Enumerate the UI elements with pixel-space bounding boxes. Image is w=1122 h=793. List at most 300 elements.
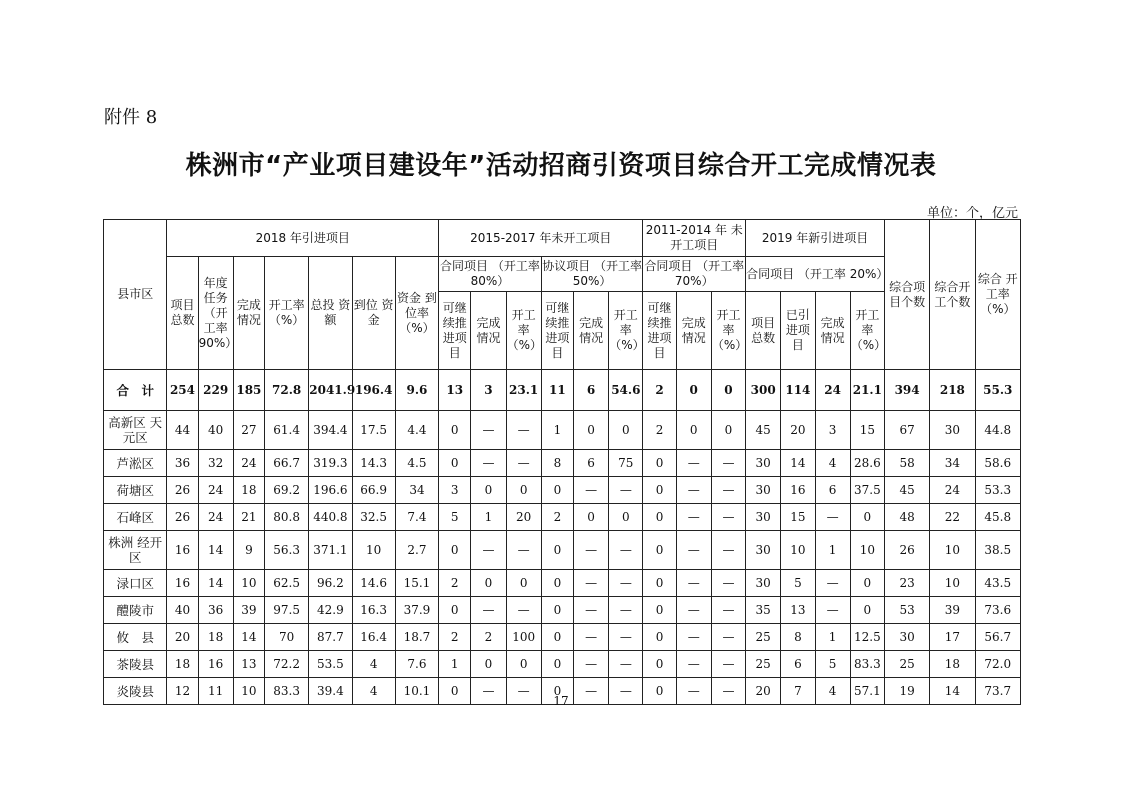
value-cell: 300 [746,370,781,411]
value-cell: 32.5 [352,504,395,531]
value-cell: 10 [930,570,975,597]
value-cell: 0 [573,411,608,450]
header-2018-done: 完成 情况 [233,257,264,370]
value-cell: 11 [198,678,233,705]
unit-label: 单位：个，亿元 [926,206,1018,221]
value-cell: 196.6 [309,477,352,504]
header-2019-rate: 开工 率 （%） [850,292,884,370]
value-cell: — [711,624,745,651]
value-cell: 2041.9 [309,370,352,411]
value-cell: 14 [198,531,233,570]
value-cell: 12.5 [850,624,884,651]
value-cell: 0 [850,504,884,531]
value-cell: 14 [781,450,815,477]
value-cell: 0 [609,411,643,450]
value-cell: 10 [930,531,975,570]
value-cell: — [676,597,711,624]
header-group-2019: 2019 年新引进项目 [746,220,885,257]
value-cell: 73.6 [975,597,1020,624]
value-cell: 0 [676,411,711,450]
value-cell: 0 [643,624,676,651]
value-cell: — [506,411,541,450]
value-cell: 0 [506,651,541,678]
value-cell: 10 [233,678,264,705]
value-cell: 35 [746,597,781,624]
header-2019-signed: 已引 进项 目 [781,292,815,370]
value-cell: — [573,651,608,678]
value-cell: 19 [884,678,929,705]
value-cell: 1 [471,504,506,531]
value-cell: 4.5 [395,450,438,477]
value-cell: 30 [930,411,975,450]
value-cell: 87.7 [309,624,352,651]
value-cell: 20 [781,411,815,450]
value-cell: 1 [541,411,573,450]
value-cell: 13 [233,651,264,678]
county-cell: 芦淞区 [104,450,167,477]
header-rate: 开工 率 （%） [609,292,643,370]
value-cell: 36 [167,450,198,477]
value-cell: — [676,477,711,504]
value-cell: 0 [643,531,676,570]
value-cell: — [506,678,541,705]
county-cell: 炎陵县 [104,678,167,705]
value-cell: 0 [850,597,884,624]
header-2018-fund-rate: 资金 到位率 （%） [395,257,438,370]
value-cell: 0 [573,504,608,531]
table-row [104,624,1021,651]
value-cell: 371.1 [309,531,352,570]
value-cell: 16.3 [352,597,395,624]
value-cell: 70 [264,624,308,651]
value-cell: — [609,570,643,597]
value-cell: 6 [815,477,850,504]
value-cell: 3 [439,477,471,504]
value-cell: — [506,597,541,624]
value-cell: 72.0 [975,651,1020,678]
value-cell: — [676,678,711,705]
value-cell: — [471,411,506,450]
project-table [103,219,1021,705]
header-comp-count: 综合项 目个数 [884,220,929,370]
value-cell: 0 [506,477,541,504]
value-cell: — [573,597,608,624]
value-cell: 37.5 [850,477,884,504]
header-contract-70: 合同项目 （开工率 70%） [643,257,746,292]
header-2018-task: 年度 任务 （开 工率 90%） [198,257,233,370]
value-cell: 72.8 [264,370,308,411]
value-cell: 24 [930,477,975,504]
value-cell: 0 [643,597,676,624]
value-cell: 36 [198,597,233,624]
value-cell: 25 [746,624,781,651]
table-row [104,597,1021,624]
value-cell: 13 [439,370,471,411]
county-cell: 高新区 天元区 [104,411,167,450]
header-agreement-50: 协议项目 （开工率 50%） [541,257,643,292]
value-cell: 15 [781,504,815,531]
table-row [104,651,1021,678]
value-cell: 58 [884,450,929,477]
value-cell: 16.4 [352,624,395,651]
page-number: 17 [553,694,569,708]
value-cell: — [573,531,608,570]
value-cell: — [506,531,541,570]
value-cell: — [573,477,608,504]
county-cell: 荷塘区 [104,477,167,504]
table-row [104,450,1021,477]
attachment-label: 附件 8 [104,107,158,128]
value-cell: 26 [884,531,929,570]
value-cell: 16 [198,651,233,678]
value-cell: 7.6 [395,651,438,678]
value-cell: — [471,597,506,624]
header-group-2018: 2018 年引进项目 [167,220,439,257]
value-cell: 18 [167,651,198,678]
value-cell: 9 [233,531,264,570]
value-cell: 21.1 [850,370,884,411]
value-cell: 56.7 [975,624,1020,651]
value-cell: 16 [167,531,198,570]
value-cell: — [676,624,711,651]
value-cell: 0 [471,651,506,678]
value-cell: 1 [439,651,471,678]
value-cell: 0 [506,570,541,597]
value-cell: 0 [541,597,573,624]
county-cell: 茶陵县 [104,651,167,678]
value-cell: 2 [643,370,676,411]
value-cell: 7.4 [395,504,438,531]
value-cell: 39 [930,597,975,624]
value-cell: 0 [711,370,745,411]
header-2018-invest: 总投 资额 [309,257,352,370]
header-group-2011-2014: 2011-2014 年 未开工项目 [643,220,746,257]
value-cell: 14.6 [352,570,395,597]
value-cell: — [609,678,643,705]
value-cell: 45 [746,411,781,450]
value-cell: 24 [233,450,264,477]
table-body [104,370,1021,705]
value-cell: 73.7 [975,678,1020,705]
value-cell: — [711,597,745,624]
value-cell: 30 [746,531,781,570]
value-cell: 0 [439,678,471,705]
value-cell: 319.3 [309,450,352,477]
value-cell: 18 [930,651,975,678]
value-cell: 2.7 [395,531,438,570]
value-cell: 30 [884,624,929,651]
value-cell: 6 [573,450,608,477]
value-cell: 25 [746,651,781,678]
value-cell: 4 [352,678,395,705]
value-cell: — [506,450,541,477]
value-cell: — [609,531,643,570]
value-cell: 218 [930,370,975,411]
value-cell: 229 [198,370,233,411]
value-cell: 254 [167,370,198,411]
value-cell: 66.9 [352,477,395,504]
value-cell: 2 [643,411,676,450]
value-cell: — [711,570,745,597]
county-cell: 株洲 经开区 [104,531,167,570]
value-cell: 56.3 [264,531,308,570]
header-contract-80: 合同项目 （开工率 80%） [439,257,542,292]
value-cell: 7 [781,678,815,705]
value-cell: — [573,678,608,705]
value-cell: 185 [233,370,264,411]
value-cell: 54.6 [609,370,643,411]
value-cell: 39.4 [309,678,352,705]
value-cell: 24 [198,477,233,504]
county-cell: 渌口区 [104,570,167,597]
header-continue: 可继 续推 进项 目 [643,292,676,370]
value-cell: — [471,531,506,570]
value-cell: 14.3 [352,450,395,477]
value-cell: 24 [815,370,850,411]
header-continue: 可继 续推 进项 目 [541,292,573,370]
value-cell: — [471,678,506,705]
value-cell: 3 [471,370,506,411]
value-cell: 97.5 [264,597,308,624]
value-cell: 26 [167,504,198,531]
value-cell: 0 [643,678,676,705]
value-cell: — [676,531,711,570]
value-cell: 0 [471,570,506,597]
county-cell: 石峰区 [104,504,167,531]
value-cell: 0 [439,597,471,624]
value-cell: 0 [609,504,643,531]
value-cell: 26 [167,477,198,504]
value-cell: — [609,624,643,651]
value-cell: 14 [930,678,975,705]
value-cell: 10.1 [395,678,438,705]
value-cell: 0 [439,450,471,477]
value-cell: 80.8 [264,504,308,531]
value-cell: 12 [167,678,198,705]
value-cell: 0 [541,624,573,651]
value-cell: — [676,651,711,678]
header-2019-done: 完成 情况 [815,292,850,370]
header-rate: 开工 率 （%） [506,292,541,370]
value-cell: 21 [233,504,264,531]
value-cell: 40 [167,597,198,624]
value-cell: 66.7 [264,450,308,477]
value-cell: — [609,651,643,678]
value-cell: 6 [781,651,815,678]
value-cell: — [609,597,643,624]
value-cell: 53.5 [309,651,352,678]
value-cell: 0 [850,570,884,597]
value-cell: 1 [815,531,850,570]
value-cell: 100 [506,624,541,651]
header-group-2015-2017: 2015-2017 年未开工项目 [439,220,643,257]
value-cell: 45 [884,477,929,504]
value-cell: 8 [781,624,815,651]
value-cell: — [609,477,643,504]
table-row [104,504,1021,531]
value-cell: 114 [781,370,815,411]
value-cell: 17.5 [352,411,395,450]
value-cell: 0 [541,678,573,705]
value-cell: 2 [439,570,471,597]
header-rate: 开工 率 （%） [711,292,745,370]
value-cell: 24 [198,504,233,531]
value-cell: 0 [711,411,745,450]
value-cell: 53.3 [975,477,1020,504]
value-cell: 0 [439,531,471,570]
value-cell: 37.9 [395,597,438,624]
value-cell: 96.2 [309,570,352,597]
value-cell: 44.8 [975,411,1020,450]
county-cell: 醴陵市 [104,597,167,624]
total-row [104,370,1021,411]
value-cell: 8 [541,450,573,477]
value-cell: 25 [884,651,929,678]
value-cell: 22 [930,504,975,531]
value-cell: — [815,570,850,597]
value-cell: 0 [643,504,676,531]
header-2018-total: 项目 总数 [167,257,198,370]
value-cell: 48 [884,504,929,531]
value-cell: — [711,477,745,504]
table-row [104,531,1021,570]
value-cell: 10 [781,531,815,570]
value-cell: 55.3 [975,370,1020,411]
value-cell: 4 [815,678,850,705]
value-cell: 3 [815,411,850,450]
value-cell: — [711,678,745,705]
value-cell: 44 [167,411,198,450]
value-cell: — [573,570,608,597]
value-cell: 6 [573,370,608,411]
value-cell: 1 [815,624,850,651]
value-cell: — [711,531,745,570]
value-cell: 13 [781,597,815,624]
value-cell: 30 [746,450,781,477]
value-cell: 72.2 [264,651,308,678]
value-cell: — [573,624,608,651]
value-cell: 0 [439,411,471,450]
value-cell: 23.1 [506,370,541,411]
value-cell: — [471,450,506,477]
value-cell: 394.4 [309,411,352,450]
value-cell: 27 [233,411,264,450]
value-cell: — [711,504,745,531]
header-comp-rate: 综合 开工率 （%） [975,220,1020,370]
value-cell: 440.8 [309,504,352,531]
header-county: 县市区 [104,220,167,370]
value-cell: 14 [233,624,264,651]
value-cell: 11 [541,370,573,411]
county-cell: 合 计 [104,370,167,411]
header-done: 完成 情况 [471,292,506,370]
header-contract-20: 合同项目 （开工率 20%） [746,257,885,292]
value-cell: 0 [471,477,506,504]
header-done: 完成 情况 [573,292,608,370]
value-cell: 57.1 [850,678,884,705]
value-cell: 2 [541,504,573,531]
value-cell: — [815,597,850,624]
value-cell: 20 [167,624,198,651]
value-cell: 15.1 [395,570,438,597]
value-cell: 15 [850,411,884,450]
value-cell: 4 [352,651,395,678]
value-cell: 39 [233,597,264,624]
county-cell: 攸 县 [104,624,167,651]
value-cell: 38.5 [975,531,1020,570]
value-cell: 0 [541,570,573,597]
value-cell: 45.8 [975,504,1020,531]
value-cell: 9.6 [395,370,438,411]
value-cell: 0 [643,651,676,678]
value-cell: 32 [198,450,233,477]
value-cell: 18 [233,477,264,504]
value-cell: 18.7 [395,624,438,651]
value-cell: 5 [439,504,471,531]
value-cell: 20 [506,504,541,531]
header-2019-total: 项目 总数 [746,292,781,370]
value-cell: 0 [541,477,573,504]
header-2018-rate: 开工率 （%） [264,257,308,370]
value-cell: 40 [198,411,233,450]
value-cell: 20 [746,678,781,705]
value-cell: 43.5 [975,570,1020,597]
value-cell: — [815,504,850,531]
value-cell: 0 [541,531,573,570]
value-cell: 34 [395,477,438,504]
value-cell: — [711,450,745,477]
value-cell: — [676,450,711,477]
value-cell: 14 [198,570,233,597]
value-cell: 16 [167,570,198,597]
value-cell: 0 [676,370,711,411]
value-cell: 0 [643,570,676,597]
value-cell: 23 [884,570,929,597]
header-done: 完成 情况 [676,292,711,370]
value-cell: 83.3 [850,651,884,678]
value-cell: 28.6 [850,450,884,477]
table-row [104,477,1021,504]
value-cell: 4 [815,450,850,477]
value-cell: 0 [643,477,676,504]
value-cell: 17 [930,624,975,651]
value-cell: 0 [643,450,676,477]
value-cell: 58.6 [975,450,1020,477]
value-cell: 83.3 [264,678,308,705]
header-continue: 可继 续推 进项 目 [439,292,471,370]
value-cell: 18 [198,624,233,651]
value-cell: 10 [233,570,264,597]
value-cell: 30 [746,570,781,597]
value-cell: 75 [609,450,643,477]
value-cell: 34 [930,450,975,477]
header-2018-arrived: 到位 资金 [352,257,395,370]
header-comp-started: 综合开 工个数 [930,220,975,370]
value-cell: 30 [746,477,781,504]
value-cell: — [676,504,711,531]
value-cell: 67 [884,411,929,450]
value-cell: 10 [850,531,884,570]
value-cell: 196.4 [352,370,395,411]
value-cell: 5 [781,570,815,597]
value-cell: 53 [884,597,929,624]
value-cell: 61.4 [264,411,308,450]
value-cell: 16 [781,477,815,504]
value-cell: 2 [439,624,471,651]
value-cell: 4.4 [395,411,438,450]
value-cell: 62.5 [264,570,308,597]
value-cell: 394 [884,370,929,411]
